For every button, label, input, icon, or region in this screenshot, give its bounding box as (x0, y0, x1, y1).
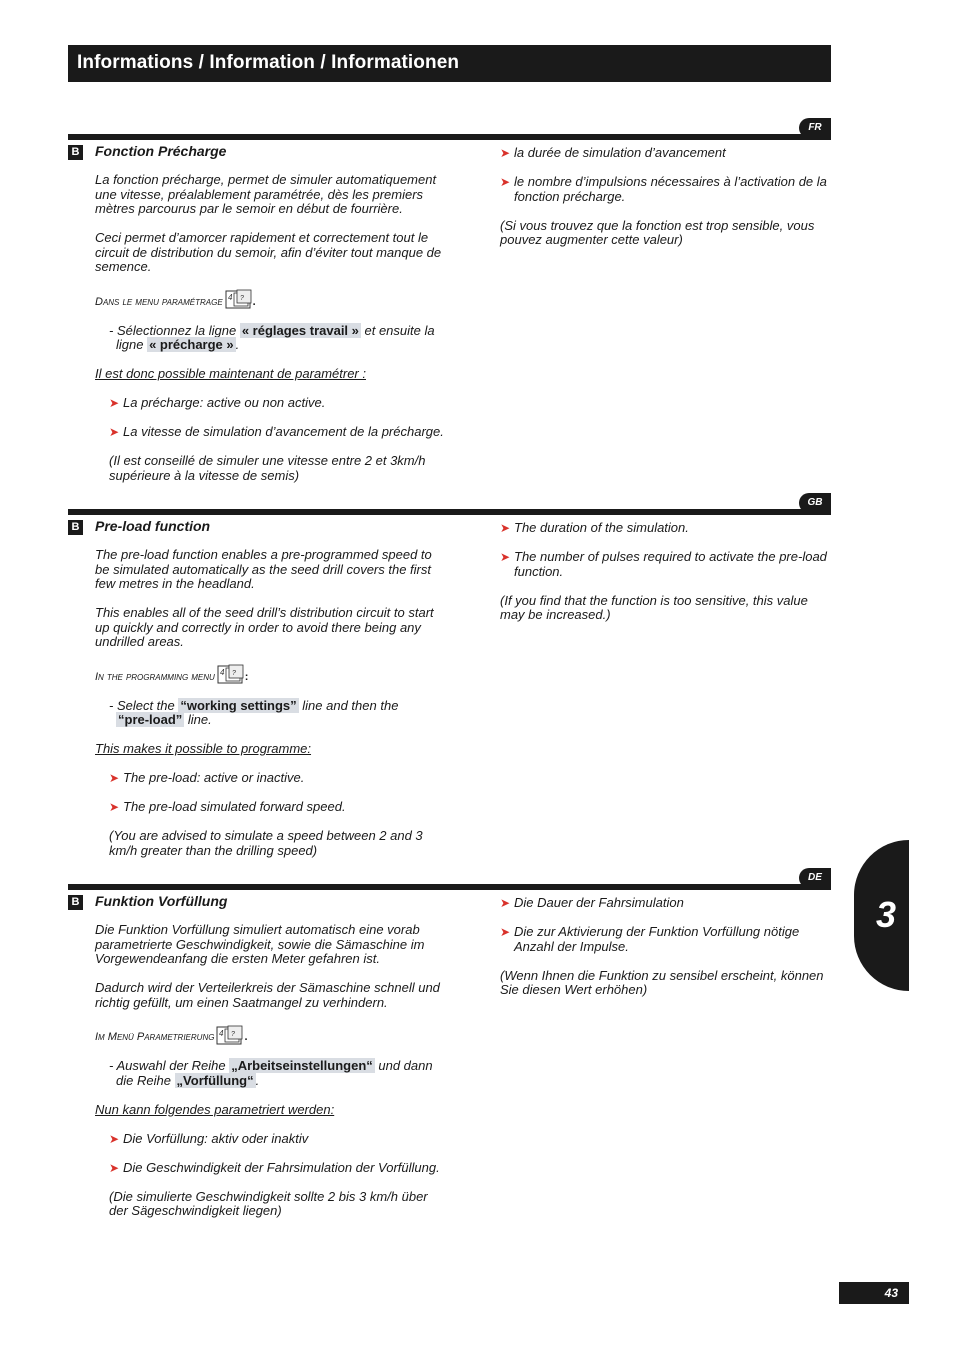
page-title: Informations / Information / Informationen (77, 52, 460, 73)
list-item: ➤ Die Geschwindigkeit der Fahrsimulation der Vorfüllung. (109, 1159, 440, 1175)
subsetting-line-name: „Vorfüllung“ (176, 1072, 254, 1088)
page-number-box (839, 1282, 909, 1304)
advice-note: (Il est conseillé de simuler une vitesse entre 2 et 3km/h supérieure à la vitesse de semis) (109, 453, 426, 483)
section-rule (68, 134, 831, 140)
arrow-icon: ➤ (500, 896, 511, 910)
setting-line-name: „Arbeitseinstellungen“ (231, 1058, 373, 1073)
arrow-icon: ➤ (109, 396, 120, 410)
right-column (500, 521, 830, 623)
list-item: ➤ The pre-load: active or inactive. (109, 770, 305, 785)
select-text: - Select the (109, 697, 179, 713)
svg-text:4: 4 (219, 668, 225, 677)
left-column (71, 518, 445, 858)
menu-label: In the programming menu (95, 670, 215, 683)
section-letter: B (68, 895, 83, 910)
select-text: - Auswahl der Reihe (109, 1058, 230, 1073)
select-text-end: . (235, 337, 240, 352)
list-item: ➤ le nombre d’impulsions nécessaires à l’activation de la fonction précharge. (500, 174, 827, 204)
menu-path (95, 1025, 445, 1045)
possible-settings-heading: Nun kann folgendes parametriert werden: (95, 1101, 335, 1117)
select-text-mid: et ensuite la (360, 322, 435, 338)
select-text-end: . (255, 1072, 260, 1088)
subsetting-line-name: “pre-load” (118, 712, 183, 727)
arrow-icon: ➤ (500, 521, 511, 535)
list-item: ➤ la durée de simulation d’avancement (500, 145, 726, 160)
chapter-number: 3 (876, 894, 897, 935)
section-title: Pre-load function (95, 518, 211, 534)
select-text-mid: und dann (374, 1058, 433, 1073)
language-badge: GB (799, 493, 831, 513)
list-item: ➤ La précharge: active ou non active. (109, 395, 326, 410)
arrow-icon: ➤ (500, 550, 511, 564)
menu-label: Im Menü Parametrierung (95, 1031, 215, 1043)
sensitivity-note: (Si vous trouvez que la fonction est trop sensible, vous pouvez augmenter cette valeur) (500, 217, 815, 247)
arrow-icon: ➤ (500, 146, 511, 160)
setting-line-name: « réglages travail » (241, 322, 359, 338)
menu-path (95, 289, 445, 309)
menu-suffix: . (244, 1031, 248, 1043)
svg-text:4: 4 (227, 293, 233, 302)
select-text-cont: ligne (116, 337, 148, 352)
sensitivity-note: (If you find that the function is too sensitive, this value may be increased.) (500, 592, 808, 622)
advice-note: (You are advised to simulate a speed between 2 and 3 km/h greater than the drilling speed) (109, 828, 423, 858)
svg-text:4: 4 (219, 1028, 224, 1038)
left-column (71, 143, 445, 483)
select-text-mid: line and then the (298, 697, 399, 713)
section-rule (68, 509, 831, 515)
list-item: ➤ Die zur Aktivierung der Funktion Vorfüllung nötige Anzahl der Impulse. (500, 924, 800, 954)
svg-text:?: ? (231, 1030, 236, 1038)
paragraph-intro: Die Funktion Vorfüllung simuliert automatisch eine vorab parametrierte Geschwindigkeit, sowie die Sämaschine im Vorgewendeanfang die ersten Meter gefahren ist. (95, 922, 425, 966)
section-heading (71, 143, 445, 161)
section-title: Funktion Vorfüllung (95, 893, 228, 909)
section-heading (71, 893, 445, 911)
select-text-cont: die Reihe (116, 1072, 175, 1088)
select-instruction (95, 1059, 445, 1088)
arrow-icon: ➤ (500, 925, 511, 939)
left-column (71, 893, 445, 1219)
list-item: ➤ The number of pulses required to activate the pre-load function. (500, 549, 827, 579)
possible-settings-heading: This makes it possible to programme: (95, 741, 312, 756)
subsetting-line-name: « précharge » (149, 337, 234, 352)
right-column (500, 146, 830, 248)
language-badge: FR (799, 118, 831, 138)
list-item: ➤ The duration of the simulation. (500, 520, 689, 535)
header-bar (68, 45, 831, 82)
list-item: ➤ The pre-load simulated forward speed. (109, 799, 346, 814)
right-column (500, 896, 830, 998)
section-title: Fonction Précharge (95, 143, 227, 159)
section-rule (68, 884, 831, 890)
arrow-icon: ➤ (109, 800, 120, 814)
menu-suffix: : (244, 670, 249, 683)
menu-settings-icon (217, 664, 245, 684)
paragraph-purpose: This enables all of the seed drill’s distribution circuit to start up quickly and correctly in order to avoid there being any undrilled areas. (95, 605, 434, 649)
paragraph-purpose: Dadurch wird der Verteilerkreis der Sämaschine schnell und richtig gefüllt, um einen Saatmangel zu verhindern. (95, 980, 440, 1010)
language-badge: DE (799, 868, 831, 888)
setting-line-name: “working settings” (180, 697, 297, 713)
list-item: ➤ Die Dauer der Fahrsimulation (500, 895, 684, 910)
chapter-tab (854, 840, 909, 991)
possible-settings-heading: Il est donc possible maintenant de paramétrer : (95, 366, 366, 381)
select-text: - Sélectionnez la ligne (109, 322, 240, 338)
svg-text:?: ? (239, 295, 244, 302)
list-item: ➤ La vitesse de simulation d’avancement de la précharge. (109, 424, 444, 439)
arrow-icon: ➤ (109, 425, 120, 439)
select-instruction (95, 699, 445, 728)
paragraph-intro: The pre-load function enables a pre-programmed speed to be simulated automatically as the seed drill covers the first few metres in the headland. (95, 547, 432, 591)
menu-path (95, 664, 445, 684)
page-number: 43 (884, 1286, 898, 1300)
menu-suffix: . (252, 295, 256, 308)
svg-text:?: ? (231, 670, 236, 677)
arrow-icon: ➤ (109, 1131, 120, 1146)
menu-settings-icon (225, 289, 253, 309)
menu-label: Dans le menu paramétrage (95, 295, 223, 308)
menu-settings-icon (216, 1025, 244, 1045)
section-heading (71, 518, 445, 536)
arrow-icon: ➤ (109, 771, 120, 785)
list-item: ➤ Die Vorfüllung: aktiv oder inaktiv (109, 1130, 309, 1146)
select-instruction (95, 324, 445, 353)
advice-note: (Die simulierte Geschwindigkeit sollte 2 bis 3 km/h über der Sägeschwindigkeit liegen) (109, 1188, 428, 1218)
paragraph-purpose: Ceci permet d’amorcer rapidement et correctement tout le circuit de distribution du semoir, afin d’éviter tout manque de semence. (95, 230, 442, 274)
select-text-end: line. (184, 712, 212, 727)
paragraph-intro: La fonction précharge, permet de simuler automatiquement une vitesse, préalablement paramétrée, dès les premiers mètres parcourus par le semoir en début de fourrière. (95, 172, 437, 216)
section-letter: B (68, 145, 83, 160)
arrow-icon: ➤ (109, 1160, 120, 1175)
arrow-icon: ➤ (500, 175, 511, 189)
section-letter: B (68, 520, 83, 535)
sensitivity-note: (Wenn Ihnen die Funktion zu sensibel erscheint, können Sie diesen Wert erhöhen) (500, 967, 824, 997)
